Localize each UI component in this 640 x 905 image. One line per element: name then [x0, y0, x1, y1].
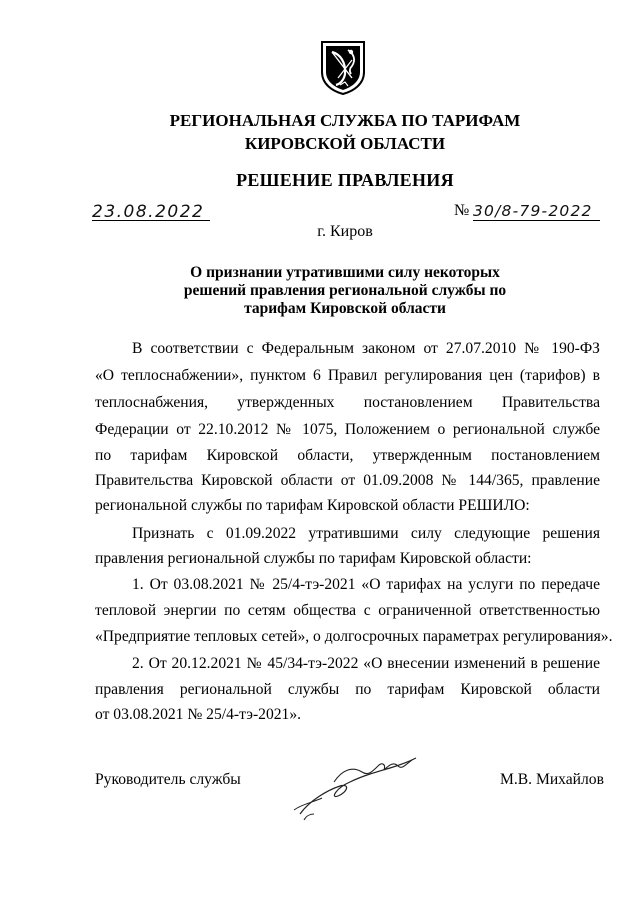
- signatory-name: М.В. Михайлов: [500, 771, 604, 788]
- signatory-role: Руководитель службы: [95, 771, 241, 788]
- body-line: тепловой энергии по сетям общества с ограниченной ответственностью: [95, 602, 600, 619]
- organization-name-line1: РЕГИОНАЛЬНАЯ СЛУЖБА ПО ТАРИФАМ: [169, 111, 521, 130]
- handwritten-signature: [280, 752, 450, 822]
- document-city: г. Киров: [317, 223, 373, 240]
- document-title: РЕШЕНИЕ ПРАВЛЕНИЯ: [236, 170, 454, 190]
- body-line: правления региональной службы по тарифам Кировской области:: [95, 550, 532, 567]
- date-underline: [92, 220, 210, 221]
- subject-line: тарифам Кировской области: [244, 300, 446, 317]
- body-line: «О теплоснабжении», пунктом 6 Правил регулирования цен (тарифов) в: [95, 367, 600, 384]
- body-line: 1. От 03.08.2021 № 25/4-тэ-2021 «О тарифах на услуги по передаче: [132, 576, 600, 593]
- number-underline: [473, 220, 600, 221]
- number-sign: №: [454, 202, 470, 219]
- body-line: от 03.08.2021 № 25/4-тэ-2021».: [95, 706, 302, 723]
- body-line: правления региональной службы по тарифам Кировской области: [95, 681, 600, 698]
- body-line: «Предприятие тепловых сетей», о долгосрочных параметрах регулирования».: [95, 628, 613, 645]
- body-line: В соответствии с Федеральным законом от 27.07.2010 № 190-ФЗ: [132, 340, 600, 357]
- body-line: Правительства Кировской области от 01.09.2008 № 144/365, правление: [95, 472, 600, 489]
- body-line: Федерации от 22.10.2012 № 1075, Положением о региональной службе: [95, 421, 600, 438]
- body-line: по тарифам Кировской области, утвержденным постановлением: [95, 447, 600, 464]
- document-number: 30/8-79-2022: [473, 202, 593, 220]
- body-line: 2. От 20.12.2021 № 45/34-тэ-2022 «О внесении изменений в решение: [132, 655, 600, 672]
- subject-line: решений правления региональной службы по: [183, 282, 507, 299]
- body-line: Признать с 01.09.2022 утратившими силу следующие решения: [132, 525, 600, 542]
- document-date: 23.08.2022: [92, 202, 205, 222]
- body-line: региональной службы по тарифам Кировской области РЕШИЛО:: [95, 497, 530, 514]
- organization-name-line2: КИРОВСКОЙ ОБЛАСТИ: [244, 134, 446, 153]
- subject-line: О признании утратившими силу некоторых: [190, 264, 500, 281]
- body-line: теплоснабжения, утвержденных постановлением Правительства: [95, 394, 600, 411]
- document-subject: [160, 264, 530, 318]
- coat-of-arms-emblem: [318, 38, 368, 96]
